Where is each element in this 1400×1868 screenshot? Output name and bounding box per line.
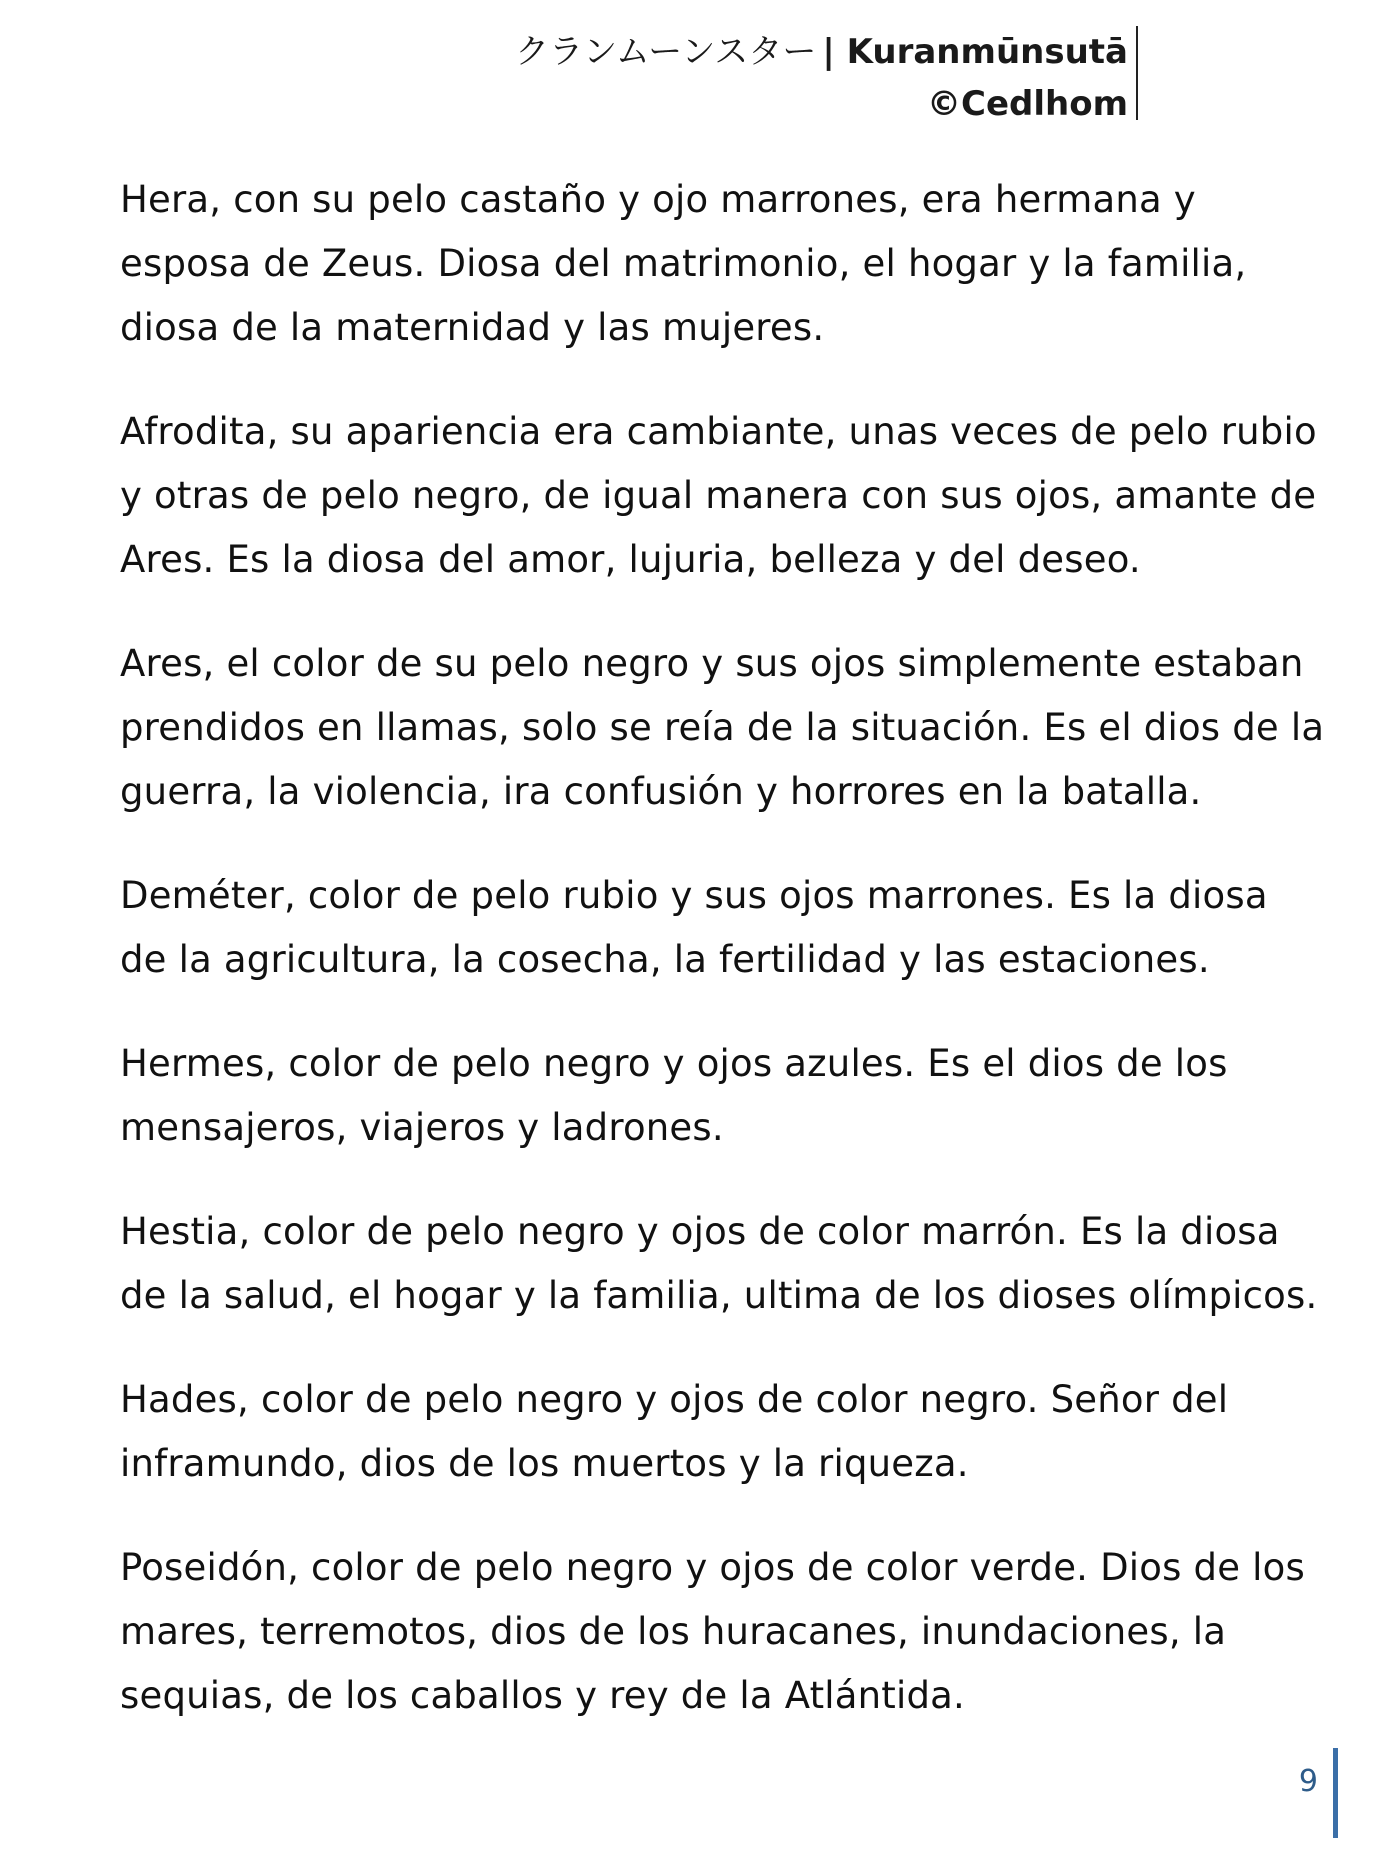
text-line: Hestia, color de pelo negro y ojos de color marrón. Es la diosa xyxy=(120,1210,1280,1253)
text-line: de la agricultura, la cosecha, la fertilidad y las estaciones. xyxy=(120,938,1210,981)
header-vertical-rule xyxy=(1136,26,1138,120)
text-line: Poseidón, color de pelo negro y ojos de color verde. Dios de los xyxy=(120,1546,1305,1589)
text-line: sequias, de los caballos y rey de la Atlántida. xyxy=(120,1674,965,1717)
paragraph-afrodita xyxy=(120,400,1317,592)
text-line: Deméter, color de pelo rubio y sus ojos marrones. Es la diosa xyxy=(120,874,1268,917)
header-title-jp: クランムーンスター xyxy=(515,32,817,72)
paragraph-poseidon xyxy=(120,1536,1305,1728)
header-separator: | xyxy=(822,32,847,72)
text-line: prendidos en llamas, solo se reía de la situación. Es el dios de la xyxy=(120,706,1325,749)
page-number-rule xyxy=(1333,1748,1338,1838)
paragraph-hestia xyxy=(120,1200,1318,1328)
paragraph-hades xyxy=(120,1368,1300,1496)
text-line: Hera, con su pelo castaño y ojo marrones, era hermana y xyxy=(120,178,1196,221)
page-number: 9 xyxy=(1298,1764,1318,1799)
header-copyright: ©Cedlhom xyxy=(927,84,1128,124)
text-line: esposa de Zeus. Diosa del matrimonio, el hogar y la familia, xyxy=(120,242,1247,285)
text-line: y otras de pelo negro, de igual manera con sus ojos, amante de xyxy=(120,474,1317,517)
header-title-line xyxy=(515,26,1128,78)
text-line: Ares. Es la diosa del amor, lujuria, belleza y del deseo. xyxy=(120,538,1141,581)
text-line: Hades, color de pelo negro y ojos de color negro. Señor del xyxy=(120,1378,1229,1421)
text-line: Afrodita, su apariencia era cambiante, unas veces de pelo rubio xyxy=(120,410,1317,453)
page-body xyxy=(120,168,1325,1768)
text-line: mares, terremotos, dios de los huracanes, inundaciones, la xyxy=(120,1610,1227,1653)
paragraph-demeter xyxy=(120,864,1300,992)
paragraph-hermes xyxy=(120,1032,1300,1160)
page-header xyxy=(515,26,1128,130)
text-line: inframundo, dios de los muertos y la riqueza. xyxy=(120,1442,969,1485)
text-line: mensajeros, viajeros y ladrones. xyxy=(120,1106,724,1149)
paragraph-ares xyxy=(120,632,1325,824)
header-title-romaji: Kuranmūnsutā xyxy=(846,32,1128,72)
text-line: diosa de la maternidad y las mujeres. xyxy=(120,306,825,349)
text-line: Hermes, color de pelo negro y ojos azules. Es el dios de los xyxy=(120,1042,1228,1085)
text-line: Ares, el color de su pelo negro y sus ojos simplemente estaban xyxy=(120,642,1304,685)
text-line: guerra, la violencia, ira confusión y horrores en la batalla. xyxy=(120,770,1202,813)
paragraph-hera xyxy=(120,168,1300,360)
text-line: de la salud, el hogar y la familia, ultima de los dioses olímpicos. xyxy=(120,1274,1318,1317)
